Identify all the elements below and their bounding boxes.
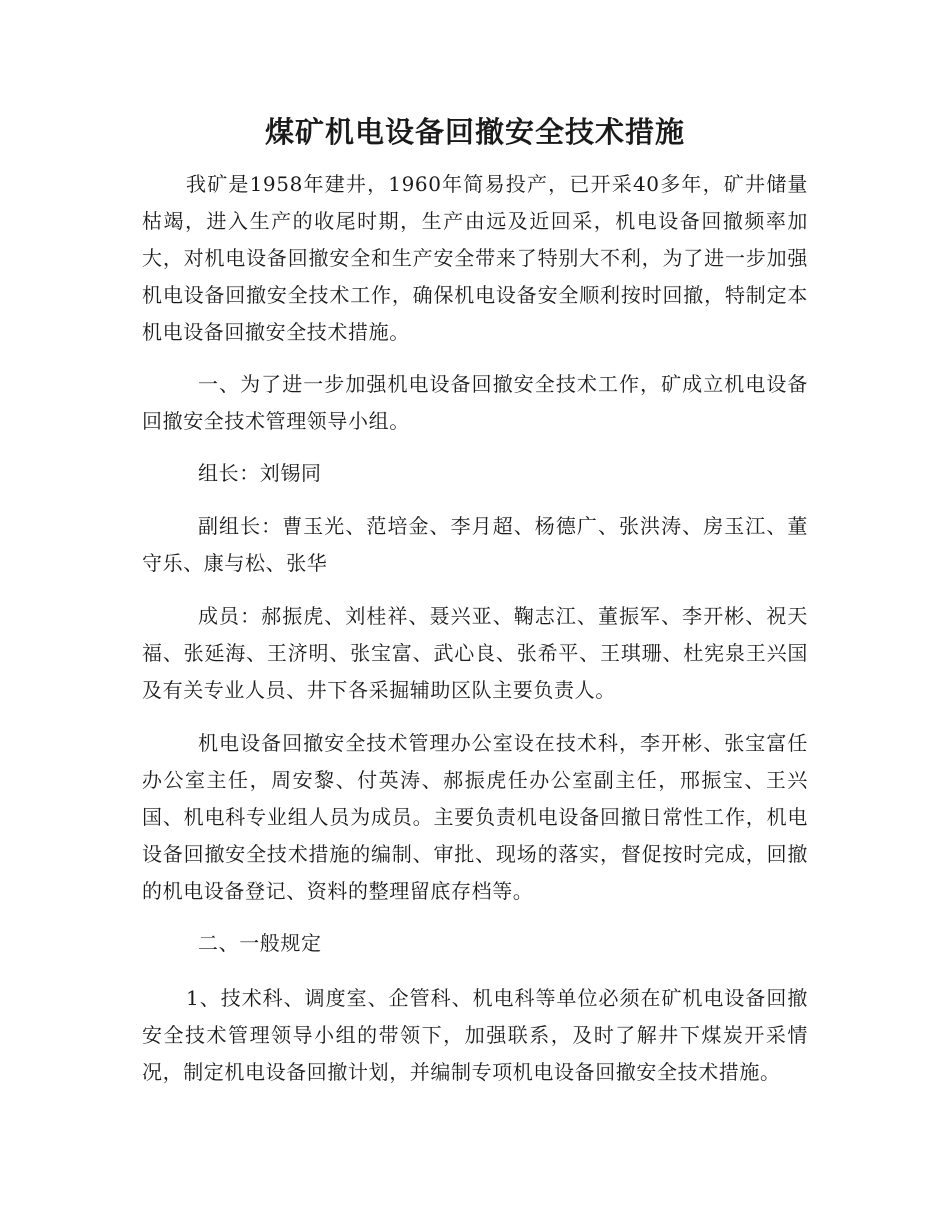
paragraph-office: 机电设备回撤安全技术管理办公室设在技术科，李开彬、张宝富任办公室主任，周安黎、付英涛、郝振虎任办公室副主任，邢振宝、王兴国、机电科专业组人员为成员。主要负责机电设备回撤日常性工作，机电设备回撤安全技术措施的编制、审批、现场的落实，督促按时完成，回撤的机电设备登记、资料的整理留底存档等。 [142,731,808,903]
paragraph-section-one: 一、为了进一步加强机电设备回撤安全技术工作，矿成立机电设备回撤安全技术管理领导小组。 [142,372,808,433]
paragraph-deputy-leaders: 副组长：曹玉光、范培金、李月超、杨德广、张洪涛、房玉江、董守乐、康与松、张华 [142,514,808,575]
paragraph-section-two-heading: 二、一般规定 [198,931,322,955]
paragraph-rule-one: 1、技术科、调度室、企管科、机电科等单位必须在矿机电设备回撤安全技术管理领导小组的带领下，加强联系，及时了解井下煤炭开采情况，制定机电设备回撤计划，并编制专项机电设备回撤安全技术措施。 [142,986,808,1084]
document-title: 煤矿机电设备回撤安全技术措施 [264,115,685,149]
paragraph-members: 成员：郝振虎、刘桂祥、聂兴亚、鞠志江、董振军、李开彬、祝天福、张延海、王济明、张宝富、武心良、张希平、王琪珊、杜宪泉王兴国及有关专业人员、井下各采掘辅助区队主要负责人。 [142,604,808,702]
paragraph-intro: 我矿是1958年建井，1960年简易投产，已开采40多年，矿井储量枯竭，进入生产的收尾时期，生产由远及近回采，机电设备回撤频率加大，对机电设备回撤安全和生产安全带来了特别大不利，为了进一步加强机电设备回撤安全技术工作，确保机电设备安全顺利按时回撤，特制定本机电设备回撤安全技术措施。 [142,172,808,344]
paragraph-group-leader: 组长：刘锡同 [198,461,322,485]
